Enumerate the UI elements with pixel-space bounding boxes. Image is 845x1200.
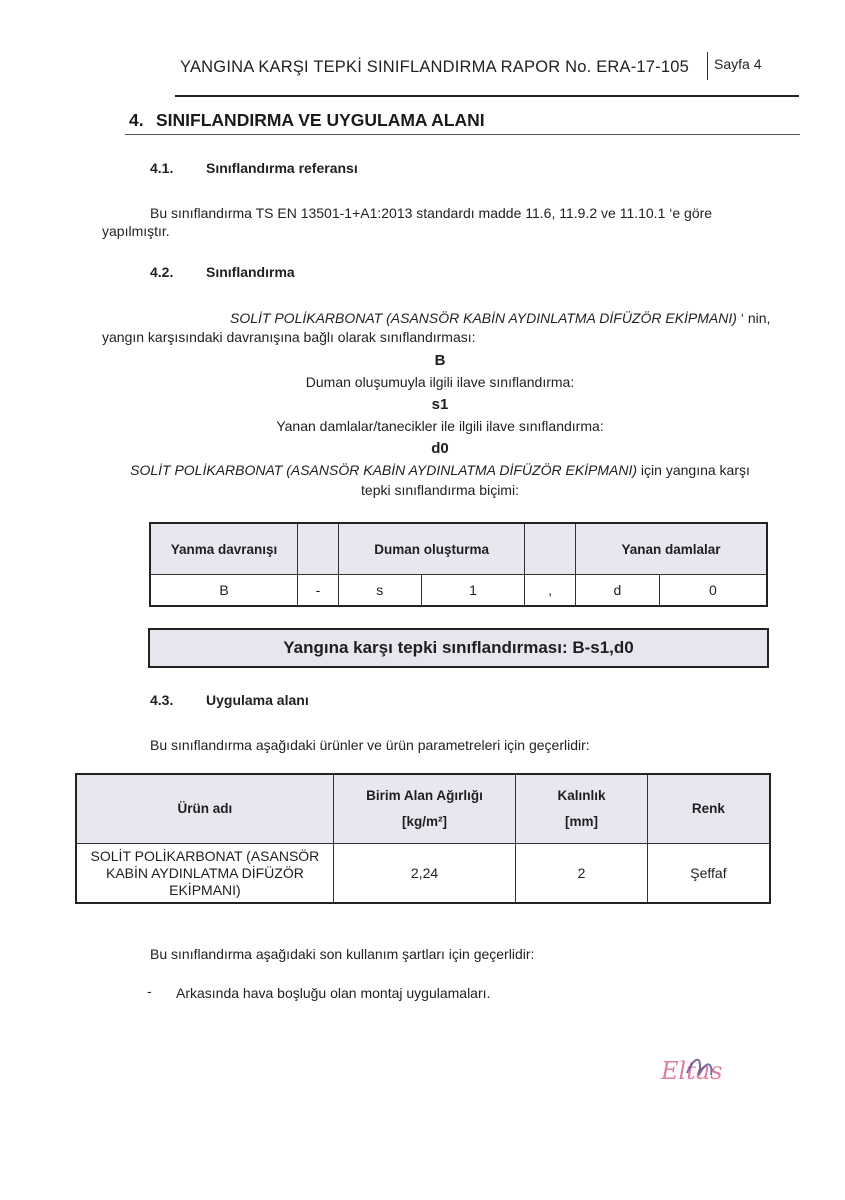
header-thickness-unit: [mm] [565,814,599,829]
value-smoke-letter: s [338,575,421,607]
value-comma: , [525,575,576,607]
product-table [75,773,771,904]
section-title: SINIFLANDIRMA VE UYGULAMA ALANI [156,110,485,130]
header-unit-weight-unit: [kg/m²] [402,814,448,829]
header-smoke-production: Duman oluşturma [338,523,524,575]
signature-text: Eltas [661,1057,723,1085]
product-name-line3: EKİPMANI) [169,881,241,898]
classification-result-box [148,628,769,668]
subsection-number: 4.1. [150,160,174,176]
smoke-label: Duman oluşumuyla ilgili ilave sınıflandırma: [305,374,575,390]
header-rule [175,95,799,97]
header-spacer [525,523,576,575]
subsection-number: 4.2. [150,264,174,280]
section-heading [129,110,485,131]
code-s: s1 [431,396,449,413]
signature-stamp [655,1045,765,1090]
product-statement-line1 [230,308,770,329]
header-thickness-label: Kalınlık [557,788,606,803]
subsection-4-1-heading [150,160,358,176]
report-title: YANGINA KARŞI TEPKİ SINIFLANDIRMA RAPOR No. ERA-17-105 [180,58,690,76]
code-b: B [434,352,446,369]
header-unit-weight-label: Birim Alan Ağırlığı [366,788,483,803]
product-name-italic: SOLİT POLİKARBONAT (ASANSÖR KABİN AYDINLATMA DİFÜZÖR EKİPMANI) [130,462,638,478]
class-code-d [100,439,780,458]
header-color: Renk [647,774,770,844]
header-spacer [298,523,339,575]
cell-color: Şeffaf [647,844,770,904]
class-code-b [100,351,780,370]
end-use-item: Arkasında hava boşluğu olan montaj uygulamaları. [176,985,491,1001]
product-name-italic: SOLİT POLİKARBONAT (ASANSÖR KABİN AYDINLATMA DİFÜZÖR EKİPMANI) [230,310,737,326]
product-row [76,844,770,904]
classification-table [149,522,768,607]
header-burning-behaviour: Yanma davranışı [150,523,298,575]
page-number: Sayfa 4 [714,56,762,72]
subsection-4-3-heading [150,692,309,708]
cell-thickness: 2 [516,844,648,904]
subsection-title: Sınıflandırma [206,264,295,280]
bullet-dash: - [147,983,152,999]
subsection-title: Sınıflandırma referansı [206,160,358,176]
product-statement-line2: yangın karşısındaki davranışına bağlı olarak sınıflandırması: [102,329,476,345]
subsection-4-2-heading [150,264,295,280]
product-name-line1: SOLİT POLİKARBONAT (ASANSÖR [90,847,320,864]
header-thickness [516,774,648,844]
value-burning-class: B [150,575,298,607]
product-header-row [76,774,770,844]
product-suffix: ‘ nin, [736,310,771,326]
page-header [0,50,845,90]
reference-text-line1: Bu sınıflandırma TS EN 13501-1+A1:2013 standardı madde 11.6, 11.9.2 ve 11.10.1 ‘e göre [150,205,713,221]
header-flaming-droplets: Yanan damlalar [576,523,767,575]
format-suffix: için yangına karşı [637,462,750,478]
section-rule [125,134,800,135]
cell-unit-weight: 2,24 [333,844,515,904]
classification-result: Yangına karşı tepki sınıflandırması: B-s1,d0 [283,638,634,657]
header-unit-weight [333,774,515,844]
cell-product-name [76,844,333,904]
header-separator [707,52,708,80]
class-code-s [100,395,780,414]
classification-header-row [150,523,767,575]
value-dash: - [298,575,339,607]
scope-intro: Bu sınıflandırma aşağıdaki ürünler ve ürün parametreleri için geçerlidir: [150,737,590,753]
format-statement-line2: tepki sınıflandırma biçimi: [361,482,519,498]
code-d: d0 [431,440,449,457]
subsection-number: 4.3. [150,692,174,708]
value-smoke-number: 1 [421,575,525,607]
end-use-intro: Bu sınıflandırma aşağıdaki son kullanım şartları için geçerlidir: [150,946,535,962]
product-name-line2: KABİN AYDINLATMA DİFÜZÖR [105,864,304,881]
section-number: 4. [129,110,144,130]
format-statement-line1 [100,461,780,480]
drops-label: Yanan damlalar/tanecikler ile ilgili ilave sınıflandırma: [276,418,604,434]
value-drops-number: 0 [659,575,767,607]
value-drops-letter: d [576,575,660,607]
header-product-name: Ürün adı [76,774,333,844]
classification-value-row [150,575,767,607]
subsection-title: Uygulama alanı [206,692,309,708]
reference-text-line2: yapılmıştır. [102,223,170,239]
